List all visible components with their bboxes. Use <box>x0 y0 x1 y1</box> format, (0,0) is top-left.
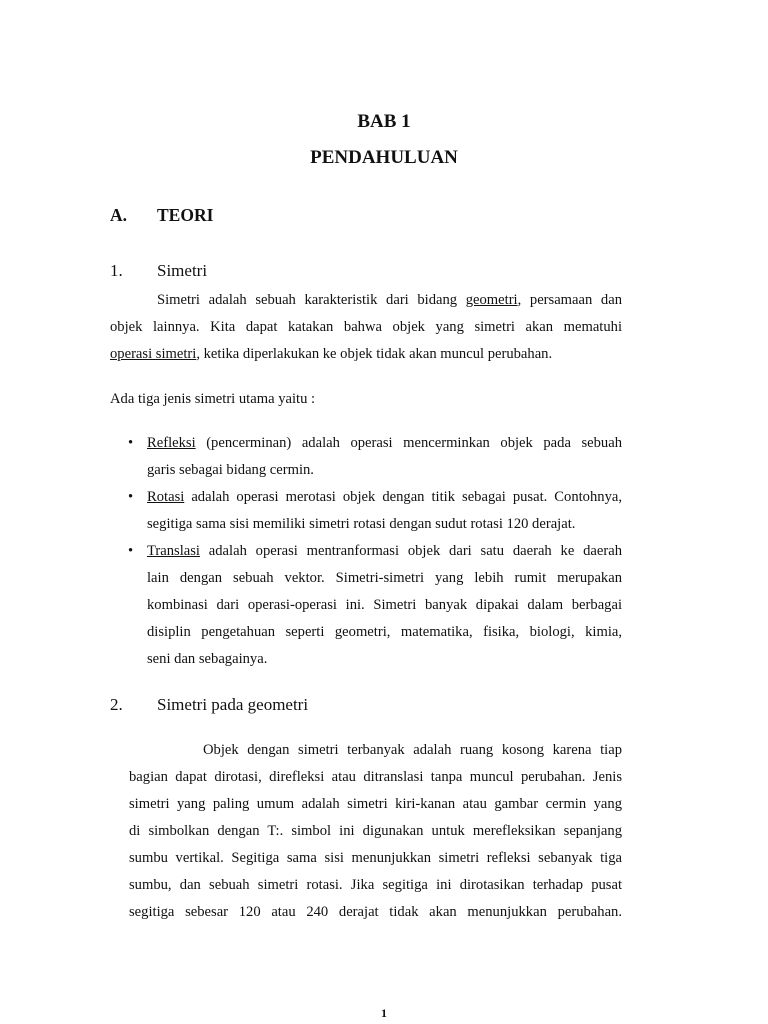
subsection-number: 1. <box>110 261 123 280</box>
paragraph-line: segitiga sebesar 120 atau 240 derajat tidak akan menunjukkan perubahan. <box>129 904 622 920</box>
paragraph-line: Simetri adalah sebuah karakteristik dari bidang geometri, persamaan dan <box>157 292 622 308</box>
chapter-title: PENDAHULUAN <box>310 147 458 168</box>
paragraph-simetri <box>110 287 622 368</box>
section-title: TEORI <box>157 205 214 225</box>
bullet-icon: • <box>128 435 134 451</box>
chapter-label: BAB 1 <box>357 111 411 132</box>
paragraph-line: operasi simetri, ketika diperlakukan ke objek tidak akan muncul perubahan. <box>110 346 553 362</box>
term-refleksi[interactable]: Refleksi <box>147 435 196 451</box>
intro-types: Ada tiga jenis simetri utama yaitu : <box>110 391 316 407</box>
bullet-icon: • <box>128 543 134 559</box>
section-number: A. <box>110 205 128 225</box>
page-number: 1 <box>381 1006 387 1020</box>
paragraph-line: simetri yang paling umum adalah simetri kiri-kanan atau gambar cermin yang <box>129 796 622 812</box>
bullet-list <box>110 430 622 673</box>
paragraph-line: sumbu vertikal. Segitiga sama sisi menunjukkan simetri refleksi sebanyak tiga <box>129 850 622 866</box>
paragraph-line: di simbolkan dengan T:. simbol ini digunakan untuk merefleksikan sepanjang <box>129 823 622 839</box>
paragraph-line: objek lainnya. Kita dapat katakan bahwa objek yang simetri akan mematuhi <box>110 319 622 335</box>
list-item: • Rotasi adalah operasi merotasi objek dengan titik sebagai pusat. Contohnya, segitiga sama sisi memiliki simetri rotasi dengan sudut rotasi 120 derajat. <box>110 484 622 538</box>
term-rotasi[interactable]: Rotasi <box>147 489 185 505</box>
subsection-number: 2. <box>110 695 123 714</box>
subsection-title: Simetri <box>157 261 208 280</box>
paragraph-line: bagian dapat dirotasi, direfleksi atau ditranslasi tanpa muncul perubahan. Jenis <box>129 769 622 785</box>
paragraph-simetri-geometri <box>129 737 622 926</box>
subsection-title: Simetri pada geometri <box>157 695 309 714</box>
bullet-icon: • <box>128 489 134 505</box>
list-item: • Refleksi (pencerminan) adalah operasi mencerminkan objek pada sebuah garis sebagai bidang cermin. <box>110 430 622 484</box>
paragraph-line: Objek dengan simetri terbanyak adalah ruang kosong karena tiap <box>203 742 622 758</box>
link-operasi-simetri[interactable]: operasi simetri <box>110 346 197 362</box>
list-item: • Translasi adalah operasi mentranformasi objek dari satu daerah ke daerah lain dengan sebuah vektor. Simetri-simetri yang lebih rumit merupakan kombinasi dari operasi-operasi ini. Simetri banyak dipakai dalam berbagai disiplin pengetahuan seperti geometri, matematika, fisika, biologi, kimia, seni dan sebagainya. <box>110 538 622 673</box>
term-translasi[interactable]: Translasi <box>147 543 200 559</box>
paragraph-line: sumbu, dan sebuah simetri rotasi. Jika segitiga ini dirotasikan terhadap pusat <box>129 877 622 893</box>
link-geometri[interactable]: geometri <box>465 292 518 308</box>
